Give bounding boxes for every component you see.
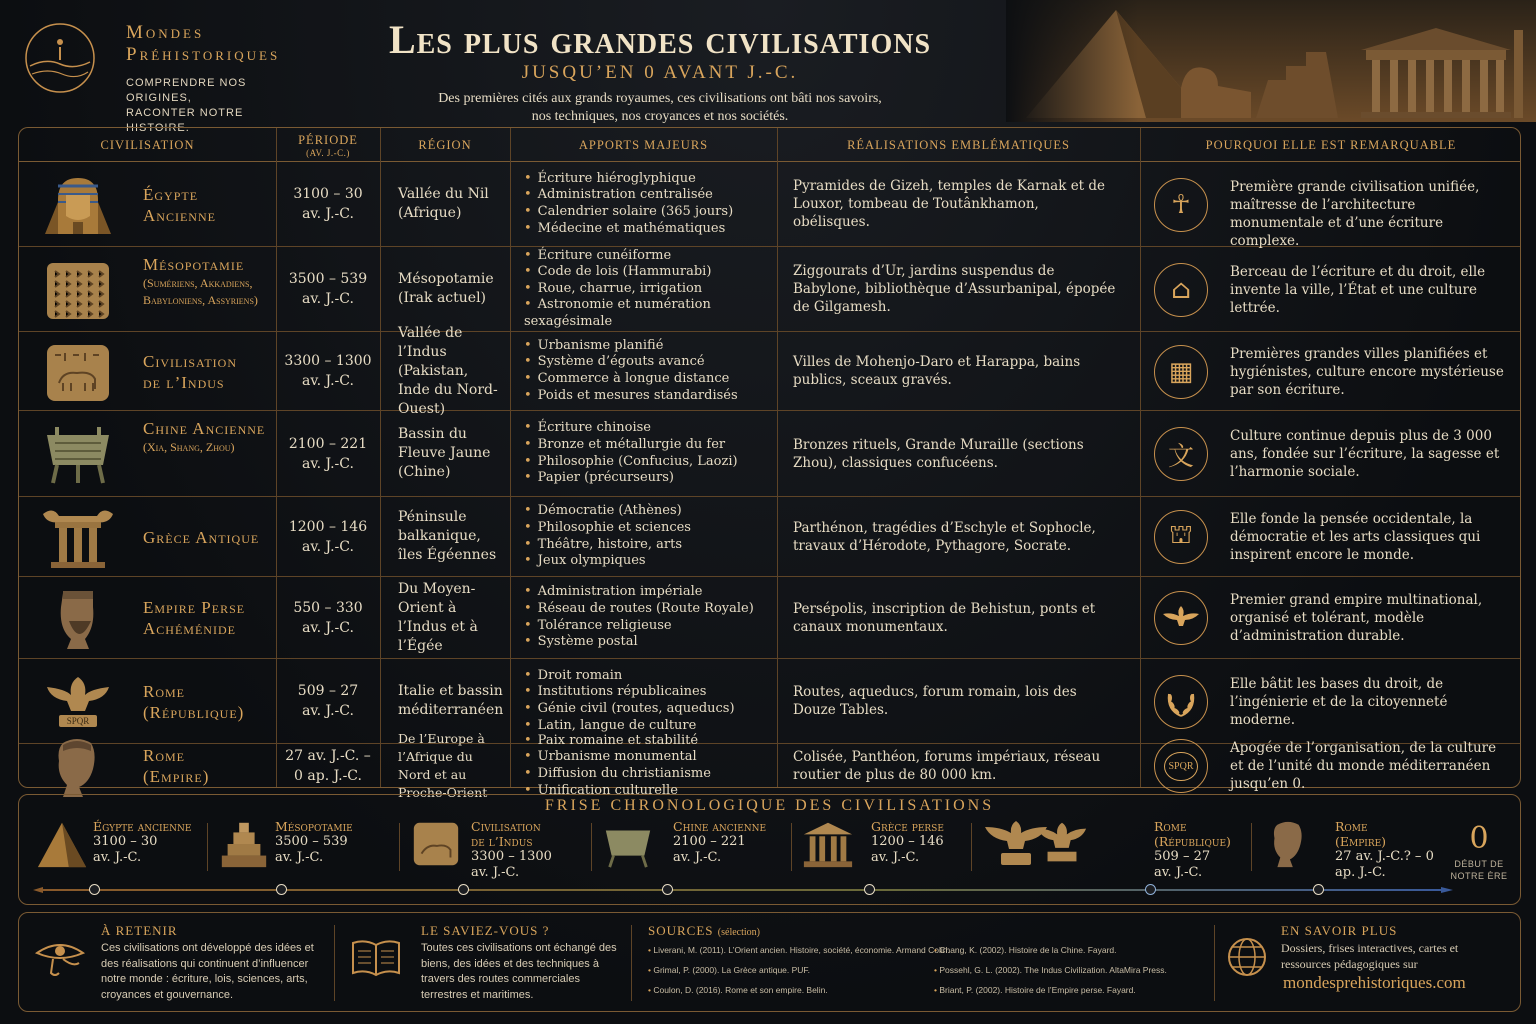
- civ-name: [143, 351, 237, 393]
- civilisation-illustration: [33, 504, 123, 570]
- civ-name-line2: de l’Indus: [143, 372, 225, 392]
- civilisation-illustration: [33, 421, 123, 487]
- civ-name: [143, 745, 209, 787]
- contribution-item: • Diffusion du christianisme: [524, 766, 711, 783]
- table-row: [19, 731, 1520, 800]
- hero-monuments-illustration: [1006, 0, 1536, 122]
- cell-achievements: Colisée, Panthéon, forums impériaux, réseau routier de plus de 80 000 km.: [793, 749, 1101, 783]
- timeline-marker[interactable]: [89, 884, 100, 895]
- contribution-item: • Astronomie et numération sexagésimale: [524, 297, 777, 330]
- cell-achievements: Villes de Mohenjo-Daro et Harappa, bains publics, sceaux gravés.: [793, 354, 1081, 388]
- contribution-item: • Administration impériale: [524, 584, 754, 601]
- cell-contributions: [510, 732, 777, 798]
- more-title: EN SAVOIR PLUS: [1281, 923, 1398, 938]
- cell-period: 27 av. J.-C. – 0 ap. J.-C.: [285, 748, 371, 784]
- timeline-marker[interactable]: [662, 884, 673, 895]
- intro-text: Des premières cités aux grands royaumes, ces civilisations ont bâti nos savoirs, nos techniques, nos croyances et nos sociétés.: [438, 91, 882, 124]
- laurel-icon: [1154, 675, 1208, 729]
- table-row: [19, 577, 1520, 659]
- contribution-item: • Génie civil (routes, aqueducs): [524, 701, 735, 718]
- cell-civilisation: [19, 247, 276, 331]
- contribution-item: • Code de lois (Hammurabi): [524, 264, 777, 281]
- city-icon: ▦: [1154, 345, 1208, 399]
- cell-period: 3500 – 539 av. J.-C.: [288, 271, 368, 307]
- chinese-character-icon: 文: [1154, 427, 1208, 481]
- contribution-item: • Démocratie (Athènes): [524, 503, 691, 520]
- contribution-item: • Urbanisme monumental: [524, 749, 711, 766]
- timeline-divider: [791, 823, 792, 871]
- cell-region: Vallée de l’Indus (Pakistan, Inde du Nord-Ouest): [398, 324, 498, 417]
- cell-civilisation: [19, 411, 276, 496]
- cell-achievements: Pyramides de Gizeh, temples de Karnak et de Louxor, tombeau de Toutânkhamon, obélisques.: [793, 178, 1106, 230]
- cell-achievements: Ziggourats d’Ur, jardins suspendus de Babylone, bibliothèque d’Assurbanipal, épopée de Gilgamesh.: [793, 263, 1116, 315]
- civilisation-illustration: [33, 172, 123, 238]
- contribution-item: • Système d’égouts avancé: [524, 354, 738, 371]
- timeline-divider: [591, 823, 592, 871]
- cell-region: Vallée du Nil (Afrique): [398, 186, 489, 221]
- timeline-marker[interactable]: [276, 884, 287, 895]
- civilisation-illustration: [33, 339, 123, 405]
- eye-of-horus-icon: [33, 933, 87, 981]
- saviez-text: Toutes ces civilisations ont échangé des biens, des idées et des techniques à travers des routes commerciales terrestres et maritimes.: [421, 942, 617, 1001]
- table-header: [19, 128, 1520, 162]
- civ-name-line2: (République): [143, 702, 245, 722]
- source-item: • Possehl, G. L. (2002). The Indus Civilization. AltaMira Press.: [934, 965, 1167, 975]
- source-item: • Liverani, M. (2011). L’Orient ancien. Histoire, société, économie. Armand Colin.: [648, 945, 950, 955]
- open-book-icon: [349, 933, 403, 981]
- timeline-divider: [971, 823, 972, 871]
- cell-why: [1140, 247, 1522, 331]
- contribution-item: • Théâtre, histoire, arts: [524, 537, 691, 554]
- temple-icon: ⛫: [1154, 510, 1208, 564]
- table-row: [19, 411, 1520, 497]
- why-text: Culture continue depuis plus de 3 000 ans, fondée sur l’écriture, la sagesse et l’harmonie sociale.: [1230, 428, 1500, 480]
- timeline-item: [1259, 815, 1459, 885]
- contribution-item: • Philosophie (Confucius, Laozi): [524, 454, 738, 471]
- contribution-item: • Unification culturelle: [524, 783, 711, 800]
- civ-name-line: Civilisation: [143, 351, 237, 371]
- cell-contributions: [510, 659, 777, 743]
- cell-contributions: [510, 577, 777, 658]
- cell-why: [1140, 497, 1522, 576]
- ziggurat-icon: ⌂: [1154, 263, 1208, 317]
- table-row: [19, 497, 1520, 577]
- brand-logo-icon: [22, 20, 98, 96]
- civilisation-illustration: [33, 257, 123, 323]
- cell-period: 3100 – 30 av. J.-C.: [293, 186, 363, 222]
- cell-achievements: Routes, aqueducs, forum romain, lois des Douze Tables.: [793, 684, 1077, 718]
- table-row: [19, 247, 1520, 332]
- timeline-illustration: [33, 817, 91, 871]
- cell-civilisation: [19, 497, 276, 576]
- cell-why: [1140, 332, 1522, 410]
- brand-tagline: COMPRENDRE NOS ORIGINES, RACONTER NOTRE HISTOIRE.: [126, 77, 247, 134]
- contribution-item: • Réseau de routes (Route Royale): [524, 601, 754, 618]
- timeline-label: Mésopotamie 3500 – 539 av. J.-C.: [275, 819, 353, 865]
- footer: [18, 912, 1521, 1012]
- cell-region: Italie et bassin méditerranéen: [398, 683, 504, 718]
- globe-icon: [1225, 933, 1269, 981]
- cell-civilisation: [19, 577, 276, 658]
- ankh-icon: ☥: [1154, 178, 1208, 232]
- eagle-standard-icon: [981, 817, 1051, 873]
- contribution-item: • Système postal: [524, 634, 754, 651]
- timeline-item: [799, 815, 979, 885]
- why-text: Premières grandes villes planifiées et hygiénistes, culture encore mystérieuse par son écriture.: [1230, 345, 1504, 398]
- cell-achievements: Parthénon, tragédies d’Eschyle et Sophocle, travaux d’Hérodote, Pythagore, Socrate.: [793, 519, 1096, 554]
- spqr-icon: SPQR: [1154, 739, 1208, 793]
- cell-period: 2100 – 221 av. J.-C.: [288, 435, 368, 472]
- timeline-zero-marker: 0 DÉBUT DE NOTRE ÈRE: [1450, 821, 1508, 881]
- timeline-illustration: [799, 817, 857, 871]
- page-title: Les plus grandes civilisations: [388, 17, 932, 62]
- svg-text:SPQR: SPQR: [66, 715, 90, 726]
- civilisation-illustration: [33, 669, 123, 735]
- civ-name: [143, 597, 245, 639]
- timeline-label: Civilisation de l’Indus 3300 – 1300 av. J.-C.: [471, 819, 552, 880]
- timeline-item: [33, 815, 215, 885]
- why-text: Apogée de l’organisation, de la culture et de l’unité du monde méditerranéen jusqu’en 0.: [1230, 740, 1497, 792]
- timeline-illustration: [215, 817, 273, 871]
- timeline: [18, 794, 1521, 905]
- timeline-label: Égypte ancienne 3100 – 30 av. J.-C.: [93, 819, 192, 865]
- contribution-item: • Écriture hiéroglyphique: [524, 171, 733, 188]
- contribution-item: • Calendrier solaire (365 jours): [524, 204, 733, 221]
- civilisation-illustration: [33, 585, 123, 651]
- civ-name: [143, 418, 265, 456]
- cell-why: [1140, 577, 1522, 658]
- contribution-item: • Bronze et métallurgie du fer: [524, 437, 738, 454]
- civ-name-line: Empire Perse: [143, 598, 246, 617]
- civ-name-line: Rome: [143, 746, 186, 765]
- footer-retenir: [19, 913, 334, 1011]
- cell-civilisation: [19, 162, 276, 246]
- cell-region: Péninsule balkanique, îles Égéennes: [398, 509, 497, 563]
- timeline-item: [407, 815, 599, 885]
- header-region: RÉGION: [418, 137, 472, 152]
- timeline-divider: [207, 823, 208, 871]
- civ-name-line: Mésopotamie: [143, 254, 245, 274]
- contribution-item: • Latin, langue de culture: [524, 718, 735, 735]
- source-item: • Chang, K. (2002). Histoire de la Chine. Fayard.: [934, 945, 1117, 955]
- civilisation-illustration: [33, 733, 123, 799]
- why-text: Berceau de l’écriture et du droit, elle invente la ville, l’État et une culture lettrée.: [1230, 263, 1486, 316]
- timeline-marker[interactable]: [1145, 884, 1156, 895]
- table-row: [19, 659, 1520, 744]
- cell-period: 1200 – 146 av. J.-C.: [288, 518, 368, 555]
- cell-period: 3300 – 1300 av. J.-C.: [284, 353, 372, 389]
- timeline-illustration: [599, 817, 657, 871]
- contribution-item: • Écriture chinoise: [524, 420, 738, 437]
- civ-name: [143, 254, 276, 309]
- civ-name-line2: Achéménide: [143, 619, 236, 638]
- cell-region: Du Moyen-Orient à l’Indus et à l’Égée: [398, 580, 478, 654]
- contribution-item: • Administration centralisée: [524, 187, 733, 204]
- contribution-item: • Jeux olympiques: [524, 553, 691, 570]
- cell-period: 509 – 27 av. J.-C.: [297, 683, 359, 719]
- cell-region: De l’Europe à l’Afrique du Nord et au Proche-Orient: [398, 731, 488, 800]
- table-row: [19, 324, 1520, 417]
- header-achievements: RÉALISATIONS EMBLÉMATIQUES: [847, 137, 1070, 152]
- timeline-illustration: [407, 817, 465, 871]
- contribution-item: • Médecine et mathématiques: [524, 221, 733, 238]
- contribution-item: • Tolérance religieuse: [524, 618, 754, 635]
- cell-region: Mésopotamie (Irak actuel): [398, 271, 494, 306]
- why-text: Elle fonde la pensée occidentale, la démocratie et les arts classiques qui inspirent encore le monde.: [1230, 511, 1481, 563]
- timeline-label: Grèce perse 1200 – 146 av. J.-C.: [871, 819, 944, 865]
- why-text: Première grande civilisation unifiée, maîtresse de l’architecture monumentale et d’une écriture complexe.: [1230, 178, 1480, 249]
- civ-name-line2: (Empire): [143, 767, 210, 786]
- timeline-marker[interactable]: [864, 884, 875, 895]
- cell-period: 550 – 330 av. J.-C.: [293, 599, 363, 636]
- source-item: • Coulon, D. (2016). Rome et son empire. Belin.: [648, 985, 828, 995]
- timeline-label: Rome (République) 509 – 27 av. J.-C.: [1154, 819, 1231, 880]
- contribution-item: • Institutions républicaines: [524, 684, 735, 701]
- source-item: • Grimal, P. (2000). La Grèce antique. PUF.: [648, 965, 810, 975]
- civ-name: [143, 527, 259, 548]
- contribution-item: • Urbanisme planifié: [524, 338, 738, 355]
- retenir-text: Ces civilisations ont développé des idées et des réalisations qui continuent d’influencer notre monde : écriture, lois, sciences, arts, croyances et gouvernance.: [101, 942, 314, 1001]
- cell-why: [1140, 411, 1522, 496]
- timeline-divider: [1251, 823, 1252, 871]
- contribution-item: • Philosophie et sciences: [524, 520, 691, 537]
- brand-name: Mondes Préhistoriques: [126, 22, 281, 65]
- cell-achievements: Bronzes rituels, Grande Muraille (sections Zhou), classiques confucéens.: [793, 436, 1084, 471]
- why-text: Premier grand empire multinational, organisé et tolérant, modèle d’administration durable.: [1230, 592, 1483, 644]
- contribution-item: • Paix romaine et stabilité: [524, 733, 711, 750]
- contribution-item: • Écriture cunéiforme: [524, 248, 777, 265]
- civ-name-line: Chine Ancienne: [143, 419, 266, 438]
- sources-title: SOURCES (sélection): [648, 923, 760, 938]
- page-subtitle: JUSQU’EN 0 AVANT J.-C.: [521, 62, 799, 83]
- cell-why: [1140, 162, 1522, 249]
- table-row: [19, 162, 1520, 247]
- cell-civilisation: [19, 744, 276, 788]
- timeline-axis: [33, 887, 1453, 893]
- timeline-divider: [399, 823, 400, 871]
- header-why: POURQUOI ELLE EST REMARQUABLE: [1205, 137, 1457, 152]
- cell-civilisation: [19, 332, 276, 410]
- footer-sources: [632, 913, 1212, 1011]
- civilisations-table: [18, 127, 1521, 800]
- cell-achievements: Persépolis, inscription de Behistun, ponts et canaux monumentaux.: [793, 600, 1096, 635]
- footer-saviez: [335, 913, 635, 1011]
- why-text: Elle bâtit les bases du droit, de l’ingénierie et de la citoyenneté moderne.: [1230, 675, 1448, 728]
- civ-name-line2: Ancienne: [143, 205, 216, 225]
- cell-contributions: [510, 411, 777, 496]
- contribution-item: • Commerce à longue distance: [524, 371, 738, 388]
- cell-contributions: [510, 332, 777, 410]
- civ-name: [143, 681, 244, 723]
- cell-why: [1140, 740, 1522, 792]
- timeline-label: Rome (Empire) 27 av. J.-C.? – 0 ap. J.-C.: [1335, 819, 1434, 880]
- saviez-title: LE SAVIEZ-VOUS ?: [421, 923, 550, 938]
- timeline-illustration: [1259, 817, 1317, 871]
- source-item: • Briant, P. (2002). Histoire de l’Empire perse. Fayard.: [934, 985, 1136, 995]
- timeline-marker[interactable]: [458, 884, 469, 895]
- civ-name-line: Grèce Antique: [143, 527, 260, 547]
- faravahar-icon: [1154, 591, 1208, 645]
- civ-name-line: Rome: [143, 681, 186, 701]
- timeline-label: Chine ancienne 2100 – 221 av. J.-C.: [673, 819, 767, 865]
- civ-subtitle: (Sumériens, Akkadiens, Babyloniens, Assyriens): [143, 275, 258, 307]
- civ-subtitle: (Xia, Shang, Zhou): [143, 440, 235, 454]
- cell-contributions: [510, 247, 777, 331]
- header-period: PÉRIODE (AV. J.-C.): [298, 132, 358, 158]
- brand[interactable]: [22, 16, 302, 134]
- contribution-item: • Poids et mesures standardisés: [524, 388, 738, 405]
- cell-civilisation: [19, 659, 276, 743]
- cell-region: Bassin du Fleuve Jaune (Chine): [398, 426, 491, 480]
- header-contributions: APPORTS MAJEURS: [578, 137, 709, 152]
- timeline-marker[interactable]: [1313, 884, 1324, 895]
- contribution-item: • Papier (précurseurs): [524, 470, 738, 487]
- timeline-item: [599, 815, 799, 885]
- contribution-item: • Droit romain: [524, 668, 735, 685]
- header-civilisation: CIVILISATION: [100, 137, 195, 152]
- timeline-title: FRISE CHRONOLOGIQUE DES CIVILISATIONS: [544, 797, 995, 814]
- more-text: Dossiers, frises interactives, cartes et ressources pédagogiques sur: [1281, 941, 1459, 971]
- retenir-title: À RETENIR: [101, 923, 178, 938]
- cell-contributions: [510, 162, 777, 246]
- civ-name: [143, 184, 216, 226]
- cell-why: [1140, 659, 1522, 743]
- footer-more: [1215, 913, 1522, 1011]
- contribution-item: • Roue, charrue, irrigation: [524, 281, 777, 298]
- cell-contributions: [510, 497, 777, 576]
- website-link[interactable]: mondesprehistoriques.com: [1283, 973, 1466, 992]
- civ-name-line: Égypte: [143, 184, 199, 204]
- timeline-item: [215, 815, 407, 885]
